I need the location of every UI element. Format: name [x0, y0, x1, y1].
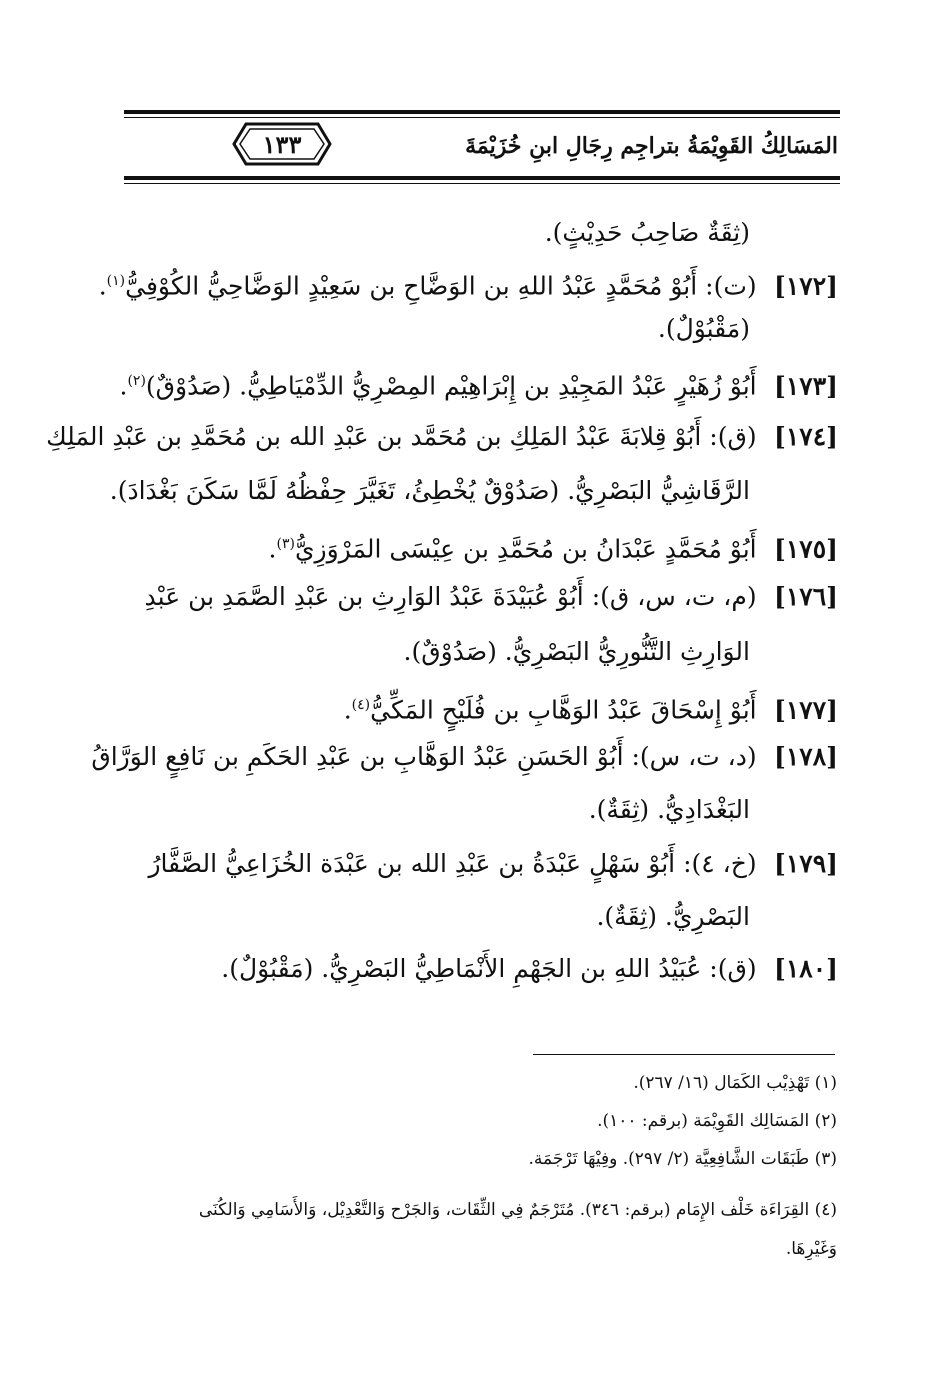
entry-text: (م، ت، س، ق): أَبُوْ عُبَيْدَةَ عَبْدُ الوَارِثِ بن عَبْدِ الصَّمَدِ بن عَبْدِ	[144, 582, 757, 611]
entry-line	[344, 686, 838, 726]
entry-number: [١٧٤]	[756, 422, 838, 451]
entry-text: أَبُوْ إِسْحَاقَ عَبْدُ الوَهَّابِ بن فُلَيْحٍ المَكِّيُّ	[370, 695, 757, 725]
entry-text: .	[268, 534, 277, 564]
entry-text: (ثِقَةٌ صَاحِبُ حَدِيْثٍ).	[544, 218, 750, 247]
entry-text: الرَّقَاشِيُّ البَصْرِيُّ. (صَدُوْقٌ يُخْطِئُ، تَغَيَّرَ حِفْظُهُ لَمَّا سَكَنَ بَغْدَادَ).	[109, 476, 750, 505]
entry-text: أَبُوْ مُحَمَّدٍ عَبْدَانُ بن مُحَمَّدِ بن عِيْسَى المَرْوَزِيُّ	[294, 534, 757, 564]
entry-text: (ق): أَبُوْ قِلابَةَ عَبْدُ المَلِكِ بن مُحَمَّد بن عَبْدِ الله بن مُحَمَّدِ بن عَبْدِ المَلِكِ	[46, 422, 757, 451]
entry-line	[110, 472, 750, 512]
entry-number: [١٧٨]	[756, 742, 838, 771]
entry-number: [١٨٠]	[756, 954, 838, 983]
entry-text: (خ، ٤): أَبُوْ سَهْلٍ عَبْدَةُ بن عَبْدِ الله بن عَبْدَة الخُزَاعِيُّ الصَّفَّارُ	[148, 849, 757, 878]
footnote-ref: (٣)	[276, 536, 295, 552]
entry-line	[99, 262, 838, 302]
entry-text: أَبُوْ زُهَيْرٍ عَبْدُ المَجِيْدِ بن إِبْرَاهِيْم المِصْرِيُّ الدِّمْيَاطِيُّ. (صَدُوْقٌ)	[145, 371, 757, 401]
footnote-line: وَغَيْرِهَا.	[785, 1239, 837, 1259]
entry-line	[145, 578, 838, 618]
entry-line	[269, 525, 838, 565]
footnote-line: (٤) القِرَاءَة خَلْف الإِمَام (برقم: ٣٤٦). مُتَرْجَمٌ فِي الثِّقَات، وَالجَرْح وَالتَّعْدِيْل، وَالأَسَامِي وَالكُنَى	[198, 1200, 837, 1220]
entry-text: .	[98, 271, 107, 301]
entry-text: البَصْرِيُّ. (ثِقَةٌ).	[596, 902, 750, 931]
footnote-line: (٣) طَبَقَات الشَّافِعِيَّة (٢/ ٢٩٧). وفِيْهَا تَرْجَمَة.	[528, 1149, 837, 1169]
entry-number: [١٧٩]	[756, 849, 838, 878]
entry-text: (د، ت، س): أَبُوْ الحَسَنِ عَبْدُ الوَهَّابِ بن عَبْدِ الحَكَمِ بن نَافِعٍ الوَرَّاقُ	[91, 742, 757, 771]
entry-line	[46, 418, 838, 458]
entry-text: (ت): أَبُوْ مُحَمَّدٍ عَبْدُ اللهِ بن الوَضَّاحِ بن سَعِيْدٍ الوَضَّاحِيُّ الكُوْفِيُّ	[125, 271, 757, 301]
footnote-ref: (١)	[106, 273, 126, 289]
footnote-line: (٢) المَسَالِك القَوِيْمَة (برقم: ١٠٠).	[597, 1111, 837, 1131]
entry-line	[545, 214, 750, 254]
entry-number: [١٧٣]	[756, 371, 838, 401]
footnote-ref: (٤)	[351, 697, 371, 713]
entry-text: (مَقْبُوْلٌ).	[657, 314, 750, 343]
entry-text: الوَارِثِ التَّنُّورِيُّ البَصْرِيُّ. (صَدُوْقٌ).	[403, 637, 750, 666]
running-header-title: المَسَالِكُ القَوِيْمَةُ بتراجِم رِجَالِ ابنِ خُزَيْمَةَ	[465, 133, 838, 159]
page-number: ١٣٣	[262, 130, 302, 159]
footnote-line: (١) تَهْذِيْب الكَمَال (١٦/ ٢٦٧).	[633, 1073, 837, 1093]
entry-line	[91, 738, 838, 778]
entry-line	[658, 310, 750, 350]
entry-number: [١٧٥]	[756, 534, 838, 564]
entry-line	[404, 633, 750, 673]
entry-number: [١٧٦]	[756, 582, 838, 611]
footnote-ref: (٢)	[127, 373, 146, 389]
entry-text: (ق): عُبَيْدُ اللهِ بن الجَهْمِ الأَنْمَاطِيُّ البَصْرِيُّ. (مَقْبُوْلٌ).	[221, 954, 757, 983]
footnote-separator	[533, 1054, 835, 1055]
entry-number: [١٧٧]	[756, 695, 838, 725]
entry-text: البَغْدَادِيُّ. (ثِقَةٌ).	[588, 795, 750, 824]
entry-number: [١٧٢]	[756, 271, 838, 301]
entry-line	[596, 898, 750, 938]
entry-line	[589, 791, 750, 831]
entry-line	[148, 845, 838, 885]
entry-text: .	[343, 695, 352, 725]
entry-line	[221, 950, 838, 990]
entry-line	[119, 362, 838, 402]
entry-text: .	[119, 371, 128, 401]
